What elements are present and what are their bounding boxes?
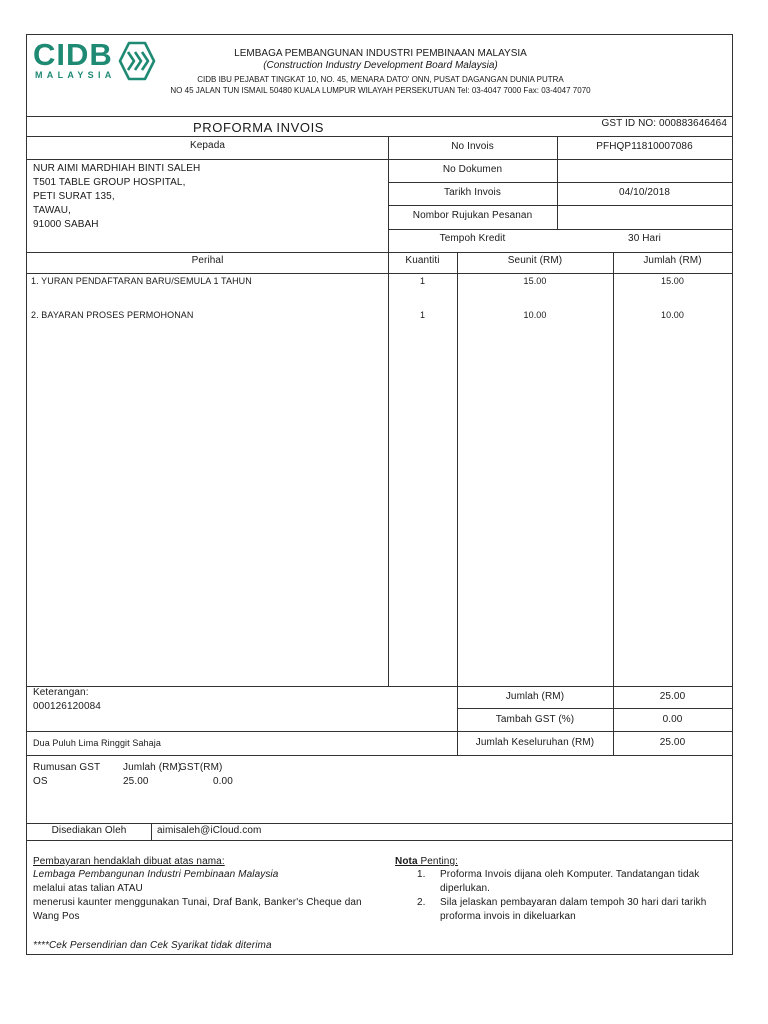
item-amount: 15.00 [660,276,685,286]
keterangan-label: Keterangan: [33,687,89,698]
payment-line-1: melalui atas talian ATAU [33,883,143,894]
logo-wordmark: CIDB [33,37,113,72]
tarikh-value: 04/10/2018 [618,187,671,198]
item-quantity: 1 [419,310,426,320]
payment-line-3: Wang Pos [33,911,80,922]
item-unit-price: 10.00 [523,310,547,320]
recipient-line: PETI SURAT 135, [33,191,115,202]
org-name-english: (Construction Industry Development Board Malaysia) [263,60,498,71]
nota-label: Nota [395,856,418,867]
gst-id: GST ID NO: 000883646464 [601,118,727,129]
header-seunit: Seunit (RM) [507,255,563,266]
document-title: PROFORMA INVOIS [193,120,325,135]
header-perihal: Perihal [191,255,224,266]
header-jumlah: Jumlah (RM) [643,255,702,266]
item-unit-price: 15.00 [523,276,547,286]
item-amount: 10.00 [660,310,685,320]
item-description: 1. YURAN PENDAFTARAN BARU/SEMULA 1 TAHUN [31,276,252,286]
item-quantity: 1 [419,276,426,286]
jumlah-label: Jumlah (RM) [505,691,565,702]
recipient-line: T501 TABLE GROUP HOSPITAL, [33,177,186,188]
note-2-line-2: proforma invois in dikeluarkan [440,911,576,922]
no-invois-value: PFHQP11810007086 [596,141,693,152]
payment-line-2: menerusi kaunter menggunakan Tunai, Draf Bank, Banker's Cheque dan [33,897,362,908]
item-description: 2. BAYARAN PROSES PERMOHONAN [31,310,194,320]
gst-summary-gst: 0.00 [213,776,233,787]
note-1-line-2: diperlukan. [440,883,491,894]
gst-summary-amount: 25.00 [123,776,149,787]
jumlah-keseluruhan-label: Jumlah Keseluruhan (RM) [475,737,595,748]
penting-label: Penting: [417,856,458,867]
header-kuantiti: Kuantiti [405,255,440,266]
jumlah-keseluruhan-value: 25.00 [659,737,686,748]
logo-subtext: MALAYSIA [35,70,116,80]
tarikh-label: Tarikh Invois [444,187,501,198]
disediakan-value: aimisaleh@iCloud.com [157,825,262,836]
invoice-sheet [26,34,733,955]
note-2-line-1: Sila jelaskan pembayaran dalam tempoh 30 hari dari tarikh [440,897,707,908]
tempoh-label: Tempoh Kredit [439,233,506,244]
gst-label: Tambah GST (%) [495,714,575,725]
gst-summary-gst-header: GST(RM) [179,762,223,773]
note-1-number: 1. [417,869,426,880]
jumlah-value: 25.00 [659,691,686,702]
recipient-line: TAWAU, [33,205,72,216]
gst-summary-amount-header: Jumlah (RM) [123,762,182,773]
org-name: LEMBAGA PEMBANGUNAN INDUSTRI PEMBINAAN MALAYSIA [234,48,527,59]
gst-summary-code: OS [33,776,48,787]
no-invois-label: No Invois [451,141,494,152]
rumusan-gst-header: Rumusan GST [33,762,101,773]
recipient-line: 91000 SABAH [33,219,99,230]
recipient-line: NUR AIMI MARDHIAH BINTI SALEH [33,163,201,174]
note-1-line-1: Proforma Invois dijana oleh Komputer. Tandatangan tidak [440,869,700,880]
address-line-1: CIDB IBU PEJABAT TINGKAT 10, NO. 45, MENARA DATO' ONN, PUSAT DAGANGAN DUNIA PUTRA [197,75,564,84]
amount-in-words: Dua Puluh Lima Ringgit Sahaja [33,738,161,748]
cheque-note: ****Cek Persendirian dan Cek Syarikat tidak diterima [33,940,272,951]
no-dokumen-label: No Dokumen [442,164,503,175]
keterangan-value: 000126120084 [33,701,101,712]
payment-name: Lembaga Pembangunan Industri Pembinaan Malaysia [33,869,279,880]
gst-value: 0.00 [662,714,683,725]
kepada-label: Kepada [189,140,226,151]
payment-heading: Pembayaran hendaklah dibuat atas nama: [33,856,225,867]
disediakan-label: Disediakan Oleh [51,825,127,836]
nota-penting [395,856,458,868]
address-line-2: NO 45 JALAN TUN ISMAIL 50480 KUALA LUMPUR WILAYAH PERSEKUTUAN Tel: 03-4047 7000 Fax: 03-4047 7070 [170,86,591,95]
note-2-number: 2. [417,897,426,908]
rujukan-label: Nombor Rujukan Pesanan [412,210,533,221]
tempoh-value: 30 Hari [628,233,661,244]
